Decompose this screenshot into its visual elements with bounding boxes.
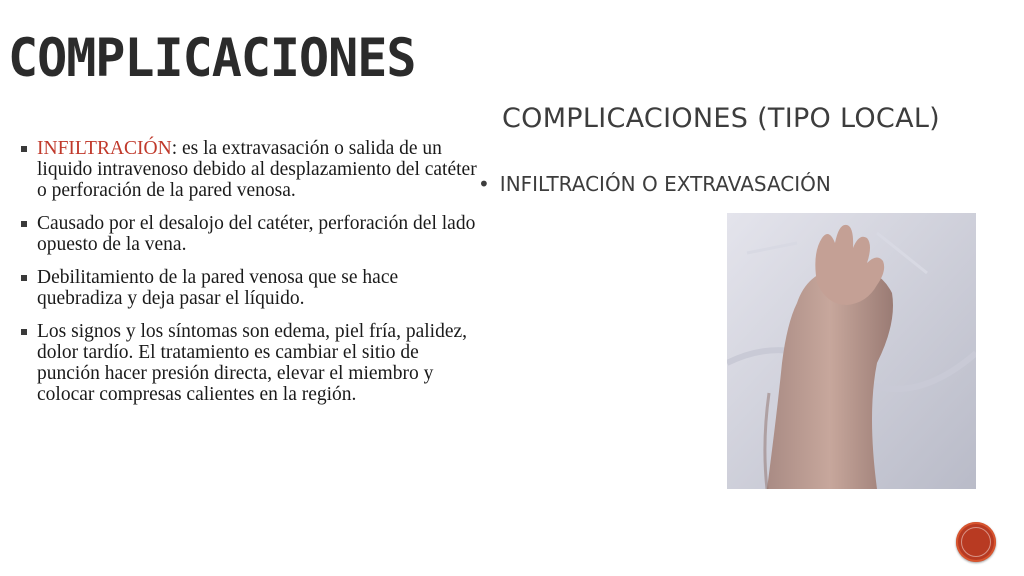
list-item [18, 138, 480, 201]
bullet-list [18, 138, 480, 417]
highlighted-term: INFILTRACIÓN [37, 138, 172, 159]
arm-illustration [727, 213, 976, 489]
bullet-text: Causado por el desalojo del catéter, perforación del lado opuesto de la vena. [37, 213, 476, 255]
section-bullet-text: INFILTRACIÓN O EXTRAVASACIÓN [499, 172, 831, 196]
page-badge [956, 522, 996, 562]
bullet-text: Los signos y los síntomas son edema, piel fría, palidez, dolor tardío. El tratamiento es cambiar el sitio de punción hacer presión directa, elevar el miembro y colocar compresas calientes en la región. [37, 321, 468, 405]
list-item [18, 213, 480, 255]
bullet-text: Debilitamiento de la pared venosa que se hace quebradiza y deja pasar el líquido. [37, 267, 399, 309]
slide-title: COMPLICACIONES [8, 27, 416, 89]
section-subtitle: COMPLICACIONES (TIPO LOCAL) [502, 103, 941, 134]
list-item [18, 321, 480, 405]
section-bullet [478, 172, 831, 196]
bullet-text: : es la extravasación o salida de un liquido intravenoso debido al desplazamiento del catéter o perforación de la pared venosa. [37, 138, 477, 201]
swollen-arm-photo [727, 213, 976, 489]
list-item [18, 267, 480, 309]
bullet-marker: • [478, 172, 490, 196]
